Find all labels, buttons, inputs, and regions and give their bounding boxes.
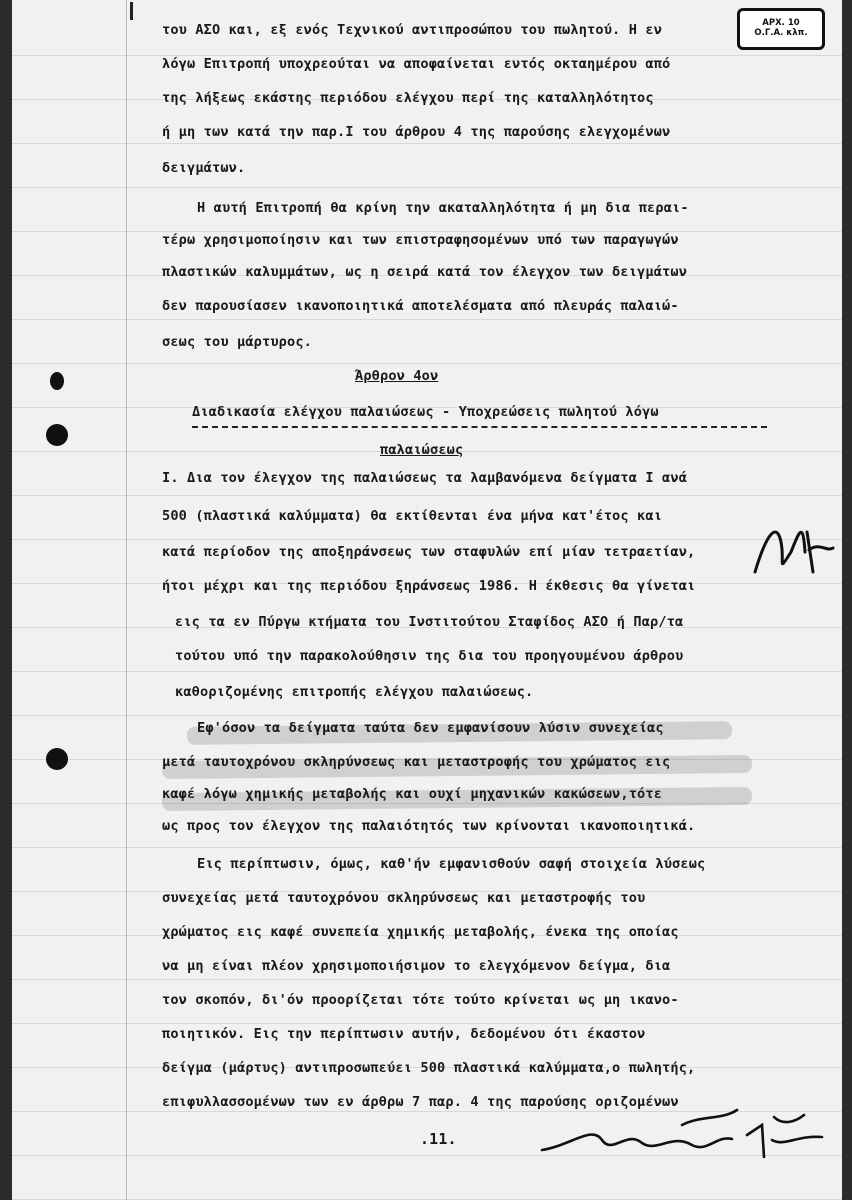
text-line: συνεχείας μετά ταυτοχρόνου σκληρύνσεως και μεταστροφής του — [162, 890, 646, 906]
text-line: Εφ'όσον τα δείγματα ταύτα δεν εμφανίσουν λύσιν συνεχείας — [197, 720, 664, 736]
margin-rule — [126, 0, 127, 1200]
text-line: της λήξεως εκάστης περιόδου ελέγχου περί της καταλληλότητος — [162, 90, 654, 106]
text-line: δεν παρουσίασεν ικανοποιητικά αποτελέσματα από πλευράς παλαιώ- — [162, 298, 679, 314]
margin-mark — [130, 2, 133, 20]
stamp-line-2: Ο.Γ.Α. κλπ. — [754, 28, 808, 38]
text-line: καφέ λόγω χημικής μεταβολής και ουχί μηχανικών κακώσεων,τότε — [162, 786, 663, 802]
text-line: τον σκοπόν, δι'όν προορίζεται τότε τούτο κρίνεται ως μη ικανο- — [162, 992, 679, 1008]
article-title-cont: παλαιώσεως — [380, 442, 464, 458]
text-line: τέρω χρησιμοποίησιν και των επιστραφησομένων υπό των παραγωγών — [162, 232, 679, 248]
text-line: ως προς τον έλεγχον της παλαιότητός των κρίνονται ικανοποιητικά. — [162, 818, 696, 834]
text-line: εις τα εν Πύργω κτήματα του Ινστιτούτου Σταφίδος ΑΣΟ ή Παρ/τα — [175, 614, 684, 630]
handwritten-signature — [532, 1095, 832, 1170]
text-line: δειγμάτων. — [162, 160, 246, 176]
text-line: 500 (πλαστικά καλύμματα) θα εκτίθενται ένα μήνα κατ'έτος και — [162, 508, 663, 524]
text-line: επιφυλλασσομένων των εν άρθρω 7 παρ. 4 της παρούσης οριζομένων — [162, 1094, 679, 1110]
stamp-line-1: ΑΡΧ. 10 — [762, 18, 800, 29]
text-line: ποιητικόν. Εις την περίπτωσιν αυτήν, δεδομένου ότι έκαστον — [162, 1026, 646, 1042]
text-line: καθοριζομένης επιτροπής ελέγχου παλαιώσεως. — [175, 684, 534, 700]
punch-hole — [46, 424, 68, 446]
text-line: χρώματος εις καφέ συνεπεία χημικής μεταβολής, ένεκα της οποίας — [162, 924, 679, 940]
text-line: ήτοι μέχρι και της περιόδου ξηράνσεως 1986. Η έκθεσις θα γίνεται — [162, 578, 696, 594]
punch-hole — [46, 748, 68, 770]
article-heading: Άρθρον 4ον — [355, 368, 439, 384]
text-line: τούτου υπό την παρακολούθησιν της δια του προηγουμένου άρθρου — [175, 648, 684, 664]
text-line: λόγω Επιτροπή υποχρεούται να αποφαίνεται εντός οκταημέρου από — [162, 56, 671, 72]
text-line: κατά περίοδον της αποξηράνσεως των σταφυλών επί μίαν τετραετίαν, — [162, 544, 696, 560]
text-line: του ΑΣΟ και, εξ ενός Τεχνικού αντιπροσώπου του πωλητού. Η εν — [162, 22, 663, 38]
text-line: Ι. Δια τον έλεγχον της παλαιώσεως τα λαμβανόμενα δείγματα Ι ανά — [162, 470, 688, 486]
text-line: πλαστικών καλυμμάτων, ως η σειρά κατά τον έλεγχον των δειγμάτων — [162, 264, 688, 280]
text-line: σεως του μάρτυρος. — [162, 334, 313, 350]
page-number: .11. — [420, 1130, 457, 1148]
document-page — [12, 0, 842, 1200]
text-line: ή μη των κατά την παρ.Ι του άρθρου 4 της παρούσης ελεγχομένων — [162, 124, 671, 140]
handwritten-initials — [747, 512, 837, 582]
archive-stamp — [737, 8, 825, 50]
text-line: Εις περίπτωσιν, όμως, καθ'ήν εμφανισθούν σαφή στοιχεία λύσεως — [197, 856, 706, 872]
text-line: Η αυτή Επιτροπή θα κρίνη την ακαταλληλότητα ή μη δια περαι- — [197, 200, 689, 216]
text-line: να μη είναι πλέον χρησιμοποιήσιμον το ελεγχόμενον δείγμα, δια — [162, 958, 671, 974]
text-line: δείγμα (μάρτυς) αντιπροσωπεύει 500 πλαστικά καλύμματα,ο πωλητής, — [162, 1060, 696, 1076]
text-line: μετά ταυτοχρόνου σκληρύνσεως και μεταστροφής του χρώματος εις — [162, 754, 671, 770]
title-underline — [192, 426, 767, 428]
article-title: Διαδικασία ελέγχου παλαιώσεως - Υποχρεώσεις πωλητού λόγω — [192, 404, 659, 420]
punch-hole — [50, 372, 64, 390]
